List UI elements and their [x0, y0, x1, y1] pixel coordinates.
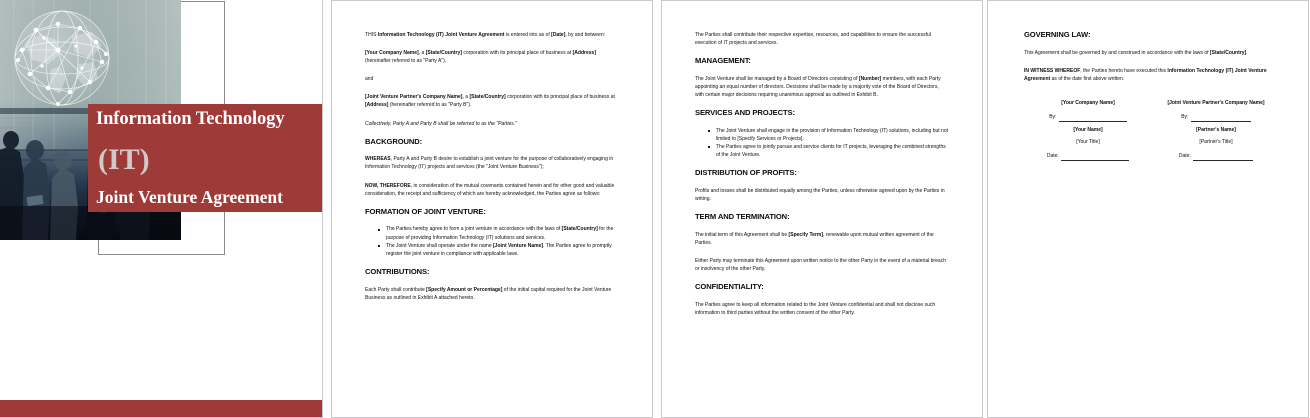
- governing-law-paragraph: This Agreement shall be governed by and construed in accordance with the laws of [State/Country].: [1024, 49, 1248, 56]
- document-page-2[interactable]: [331, 0, 653, 418]
- services-bullet-list: [695, 127, 949, 159]
- signature-date-line[interactable]: Date:: [1152, 153, 1280, 161]
- cover-footer-accent-bar: [0, 400, 322, 417]
- expertise-paragraph: The Parties shall contribute their respective expertise, resources, and capabilities to ensure the successful execution of IT projects and services.: [695, 32, 931, 47]
- signature-line[interactable]: [1191, 117, 1251, 122]
- confidentiality-paragraph: The Parties agree to keep all information related to the Joint Venture confidential and shall not disclose such information to third parties without the written consent of the other Party.: [695, 302, 936, 317]
- heading-distribution-of-profits: DISTRIBUTION OF PROFITS:: [695, 168, 797, 178]
- list-item: The Parties agree to jointly pursue and service clients for IT projects, leveraging the combined strengths of the Joint Venture.: [716, 143, 949, 159]
- cover-title-block: [88, 104, 323, 212]
- contributions-paragraph: Each Party shall contribute [Specify Amount or Percentage] of the initial capital required for the Joint Venture Business as outlined in Exhibit A attached hereto.: [365, 286, 612, 301]
- term-paragraph: The initial term of this Agreement shall be [Specify Term], renewable upon mutual written agreement of the Parties.: [695, 231, 934, 246]
- signature-company-name: [Joint Venture Partner's Company Name]: [1167, 100, 1265, 106]
- document-page-cover[interactable]: [0, 0, 323, 418]
- heading-confidentiality: CONFIDENTIALITY:: [695, 282, 764, 292]
- whereas-paragraph: WHEREAS, Party A and Party B desire to establish a joint venture for the purpose of collaboratively engaging in Information Technology (IT) projects and services (the "Joint Venture Business");: [365, 156, 614, 171]
- intro-paragraph: THIS Information Technology (IT) Joint Venture Agreement is entered into as of [Date], by and between:: [365, 32, 606, 38]
- witness-paragraph: IN WITNESS WHEREOF, the Parties hereto have executed this Information Technology (IT) Joint Venture Agreement as of the date first above written.: [1024, 67, 1267, 82]
- heading-background: BACKGROUND:: [365, 136, 423, 146]
- signature-by-line[interactable]: By:: [1024, 114, 1152, 122]
- heading-services-and-projects: SERVICES AND PROJECTS:: [695, 108, 795, 118]
- page-2-body: [365, 31, 619, 312]
- page-3-body: [695, 31, 949, 327]
- cover-title-line-2: (IT): [98, 142, 150, 176]
- list-item: The Parties hereby agree to form a joint venture in accordance with the laws of [State/Country] for the purpose of providing Information Technology (IT) solutions and services.: [386, 225, 619, 241]
- signature-line[interactable]: [1059, 117, 1127, 122]
- signature-column-partner-company: [1152, 100, 1280, 161]
- list-item: The Joint Venture shall engage in the provision of Information Technology (IT) solutions, including but not limited to [Specify Services or Projects].: [716, 127, 948, 142]
- cover-title-line-1: Information Technology: [96, 109, 285, 129]
- heading-contributions: CONTRIBUTIONS:: [365, 266, 430, 276]
- signature-by-line[interactable]: By:: [1152, 114, 1280, 122]
- management-paragraph: The Joint Venture shall be managed by a Board of Directors consisting of [Number] members, with each Party appointing an equal number of directors. Decisions shall be made by a majority vote of the Board of Directors, with certain major decisions requiring unanimous approval as outlined in Exhibit B.: [695, 75, 941, 99]
- signature-block: [1024, 100, 1280, 161]
- now-therefore-paragraph: NOW, THEREFORE, in consideration of the mutual covenants contained herein and for other good and valuable consideration, the receipt and sufficiency of which are hereby acknowledged, the Parties agree as follows:: [365, 182, 615, 197]
- signature-person-name: [Partner's Name]: [1196, 126, 1236, 133]
- profits-paragraph: Profits and losses shall be distributed equally among the Parties, unless otherwise agreed upon by the Parties in writing.: [695, 188, 945, 203]
- cover-title-line-3: Joint Venture Agreement: [96, 186, 283, 207]
- collectively-paragraph: Collectively, Party A and Party B shall be referred to as the "Parties.": [365, 120, 517, 127]
- signature-person-name: [Your Name]: [1073, 126, 1103, 133]
- termination-paragraph: Either Party may terminate this Agreement upon written notice to the other Party in the event of a material breach or insolvency of the other Party.: [695, 258, 946, 273]
- and-connector: and: [365, 76, 374, 83]
- heading-term-and-termination: TERM AND TERMINATION:: [695, 212, 790, 222]
- party-a-paragraph: [Your Company Name], a [State/Country] corporation with its principal place of business at [Address] (hereinafter referred to as "Party A"),: [365, 50, 597, 65]
- signature-company-name: [Your Company Name]: [1061, 100, 1115, 106]
- document-page-3[interactable]: [661, 0, 983, 418]
- date-line[interactable]: [1061, 156, 1129, 161]
- document-page-4[interactable]: [987, 0, 1309, 418]
- formation-bullet-list: [365, 225, 619, 257]
- list-item: The Joint Venture shall operate under the name [Joint Venture Name]. The Parties agree to promptly register the joint venture in compliance with applicable laws.: [386, 242, 619, 258]
- page-4-body: [1024, 31, 1280, 161]
- heading-management: MANAGEMENT:: [695, 56, 751, 66]
- signature-date-line[interactable]: Date:: [1024, 153, 1152, 161]
- date-line[interactable]: [1193, 156, 1253, 161]
- party-b-paragraph: [Joint Venture Partner's Company Name], a [State/Country] corporation with its principal place of business at [Address] (hereinafter referred to as "Party B").: [365, 94, 615, 109]
- signature-person-title: [Partner's Title]: [1199, 139, 1233, 146]
- heading-formation-of-joint-venture: FORMATION OF JOINT VENTURE:: [365, 206, 486, 216]
- signature-column-your-company: [1024, 100, 1152, 161]
- heading-governing-law: GOVERNING LAW:: [1024, 30, 1091, 39]
- signature-person-title: [Your Title]: [1076, 139, 1100, 146]
